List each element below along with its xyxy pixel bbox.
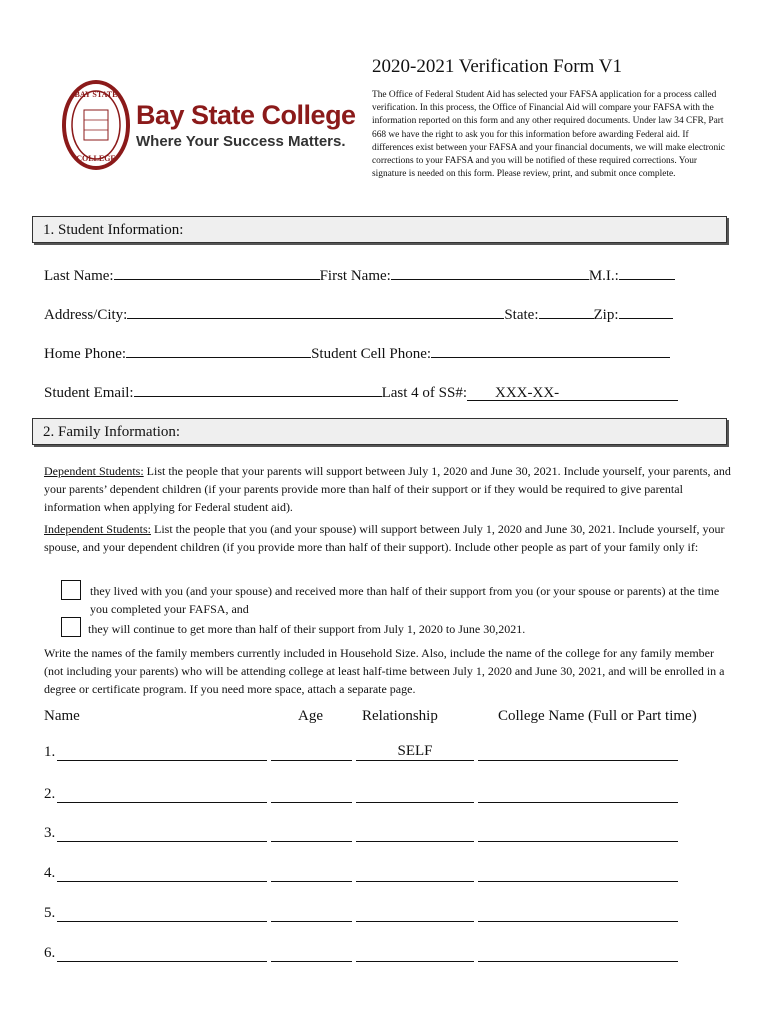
svg-text:BAY STATE: BAY STATE bbox=[74, 90, 118, 99]
dependent-students-label: Dependent Students: bbox=[44, 464, 144, 478]
family-name-field[interactable] bbox=[57, 786, 267, 803]
family-relationship-field[interactable] bbox=[356, 945, 474, 962]
form-title: 2020-2021 Verification Form V1 bbox=[372, 56, 622, 77]
family-college-field[interactable] bbox=[478, 905, 678, 922]
family-row bbox=[44, 865, 684, 885]
address-row bbox=[44, 303, 673, 324]
section-family-information: 2. Family Information: bbox=[32, 418, 727, 445]
row-number: 6. bbox=[44, 945, 56, 961]
email-field[interactable] bbox=[134, 381, 382, 397]
family-age-field[interactable] bbox=[271, 865, 352, 882]
zip-field[interactable] bbox=[619, 303, 673, 319]
svg-text:COLLEGE: COLLEGE bbox=[76, 154, 116, 163]
family-name-field[interactable] bbox=[57, 825, 267, 842]
family-age-field[interactable] bbox=[271, 945, 352, 962]
family-relationship-field[interactable] bbox=[356, 865, 474, 882]
email-ssn-row bbox=[44, 381, 678, 402]
family-name-field[interactable] bbox=[57, 945, 267, 962]
family-age-field[interactable] bbox=[271, 744, 352, 761]
family-college-field[interactable] bbox=[478, 786, 678, 803]
mi-label: M.I.: bbox=[588, 268, 619, 284]
column-age: Age bbox=[298, 708, 323, 724]
family-relationship-field[interactable] bbox=[356, 786, 474, 803]
address-label: Address/City: bbox=[44, 307, 128, 323]
family-age-field[interactable] bbox=[271, 905, 352, 922]
college-name: Bay State College bbox=[136, 100, 356, 130]
row-number: 2. bbox=[44, 786, 56, 802]
ssn-prefix: XXX-XX- bbox=[495, 385, 560, 401]
name-row bbox=[44, 264, 675, 285]
family-college-field[interactable] bbox=[478, 825, 678, 842]
family-row bbox=[44, 825, 684, 845]
state-field[interactable] bbox=[539, 303, 594, 319]
intro-paragraph: The Office of Federal Student Aid has selected your FAFSA application for a process called verification. In this process, the Office of Financial Aid will compare your FAFSA with the information reported on this form and any other required documents. Under law 34 CFR, Part 668 we have the right to ask you for this information before awarding Federal aid. If differences exist between your FAFSA and your financial documents, we will make electronic corrections to your FAFSA and you will be notified of these required corrections. Your signature is needed on this form. Please review, print, and submit once complete. bbox=[372, 90, 725, 180]
relationship-value: SELF bbox=[397, 743, 433, 759]
family-row bbox=[44, 744, 684, 764]
family-row bbox=[44, 786, 684, 806]
family-row bbox=[44, 945, 684, 965]
lived-with-you-checkbox[interactable] bbox=[61, 580, 81, 600]
row-number: 5. bbox=[44, 905, 56, 921]
dependent-students-text: Dependent Students: List the people that your parents will support between July 1, 2020 and June 30, 2021. Include yourself, your parents, and your parents’ dependent children (if your parents provide more than half of their support or if they would be required to give parental information when applying for Federal student aid). bbox=[44, 464, 731, 514]
column-college-name: College Name (Full or Part time) bbox=[498, 708, 697, 724]
column-name: Name bbox=[44, 708, 80, 724]
cell-phone-field[interactable] bbox=[431, 342, 670, 358]
ssn-field[interactable] bbox=[467, 385, 678, 401]
family-relationship-field[interactable] bbox=[356, 825, 474, 842]
cell-phone-label: Student Cell Phone: bbox=[311, 346, 432, 362]
zip-label: Zip: bbox=[593, 307, 619, 323]
family-row bbox=[44, 905, 684, 925]
family-name-field[interactable] bbox=[57, 905, 267, 922]
row-number: 3. bbox=[44, 825, 56, 841]
continue-support-text: they will continue to get more than half of their support from July 1, 2020 to June 30,2021. bbox=[88, 622, 526, 636]
home-phone-field[interactable] bbox=[126, 342, 311, 358]
family-college-field[interactable] bbox=[478, 945, 678, 962]
college-seal-logo bbox=[62, 80, 130, 170]
lived-with-you-text: they lived with you (and your spouse) and received more than half of their support from you (or your spouse or parents) at the time you completed your FAFSA, and bbox=[90, 584, 720, 616]
continue-support-checkbox[interactable] bbox=[61, 617, 81, 637]
family-name-field[interactable] bbox=[57, 865, 267, 882]
family-college-field[interactable] bbox=[478, 744, 678, 761]
last-name-label: Last Name: bbox=[44, 268, 114, 284]
first-name-field[interactable] bbox=[391, 264, 589, 280]
mi-field[interactable] bbox=[619, 264, 675, 280]
college-wordmark bbox=[136, 100, 356, 150]
independent-students-label: Independent Students: bbox=[44, 522, 151, 536]
family-name-field[interactable] bbox=[57, 744, 267, 761]
household-instructions: Write the names of the family members currently included in Household Size. Also, include the name of the college for any family member (not including your parents) who will be attending college at least half-time between July 1, 2020 and June 30, 2021, and will be enrolled in a degree or certificate program. If you need more space, attach a separate page. bbox=[44, 646, 725, 696]
state-label: State: bbox=[504, 307, 539, 323]
independent-students-text: Independent Students: List the people that you (and your spouse) will support between July 1, 2020 and June 30, 2021. Include yourself, your spouse, and your dependent children (if you provide more than half of their support). Include other people as part of your family only if: bbox=[44, 522, 725, 554]
email-label: Student Email: bbox=[44, 385, 134, 401]
section-student-information: 1. Student Information: bbox=[32, 216, 727, 243]
ssn-label: Last 4 of SS#: bbox=[381, 385, 468, 401]
family-relationship-field[interactable] bbox=[356, 744, 474, 761]
family-age-field[interactable] bbox=[271, 786, 352, 803]
address-field[interactable] bbox=[127, 303, 504, 319]
home-phone-label: Home Phone: bbox=[44, 346, 127, 362]
college-tagline: Where Your Success Matters. bbox=[136, 133, 346, 150]
family-college-field[interactable] bbox=[478, 865, 678, 882]
row-number: 4. bbox=[44, 865, 56, 881]
family-age-field[interactable] bbox=[271, 825, 352, 842]
first-name-label: First Name: bbox=[319, 268, 391, 284]
row-number: 1. bbox=[44, 744, 56, 760]
phone-row bbox=[44, 342, 670, 363]
last-name-field[interactable] bbox=[114, 264, 320, 280]
family-relationship-field[interactable] bbox=[356, 905, 474, 922]
column-relationship: Relationship bbox=[362, 708, 438, 724]
